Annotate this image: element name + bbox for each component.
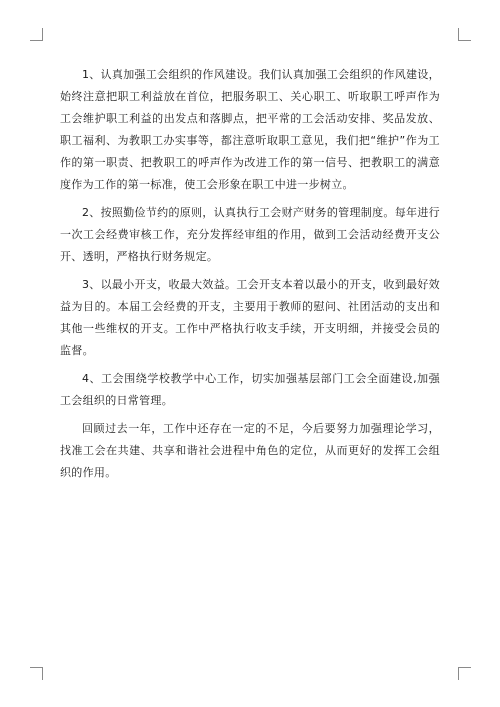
- page-corner-mark-bottom-left: [30, 667, 43, 680]
- paragraph-5: 回顾过去一年，工作中还存在一定的不足，今后要努力加强理论学习，找准工会在共建、共享和谐社会进程中角色的定位，从而更好的发挥工会组织的作用。: [60, 422, 440, 479]
- page-corner-mark-top-left: [30, 28, 43, 41]
- document-body: [60, 64, 440, 490]
- paragraph-3: 3、以最小开支，收最大效益。工会开支本着以最小的开支，收到最好效益为目的。本届工会经费的开支，主要用于教师的慰问、社团活动的支出和其他一些维权的开支。工作中严格执行收支手续，开支明细，并接受会员的监督。: [60, 278, 440, 357]
- page-corner-mark-bottom-right: [458, 667, 471, 680]
- page-corner-mark-top-right: [458, 28, 471, 41]
- paragraph-2: 2、按照勤俭节约的原则，认真执行工会财产财务的管理制度。每年进行一次工会经费审核工作，充分发挥经审组的作用，做到工会活动经费开支公开、透明，严格执行财务规定。: [60, 206, 440, 263]
- paragraph-1: 1、认真加强工会组织的作风建设。我们认真加强工会组织的作风建设，始终注意把职工利益放在首位，把服务职工、关心职工、听取职工呼声作为工会维护职工利益的出发点和落脚点，把平常的工会活动安排、奖品发放、职工福利、为教职工办实事等，都注意听取职工意见，我们把“维护”作为工作的第一职责、把教职工的呼声作为改进工作的第一信号、把教职工的满意度作为工作的第一标准，使工会形象在职工中进一步树立。: [60, 68, 440, 191]
- paragraph-4: 4、工会围绕学校教学中心工作，切实加强基层部门工会全面建设,加强工会组织的日常管理。: [60, 372, 440, 407]
